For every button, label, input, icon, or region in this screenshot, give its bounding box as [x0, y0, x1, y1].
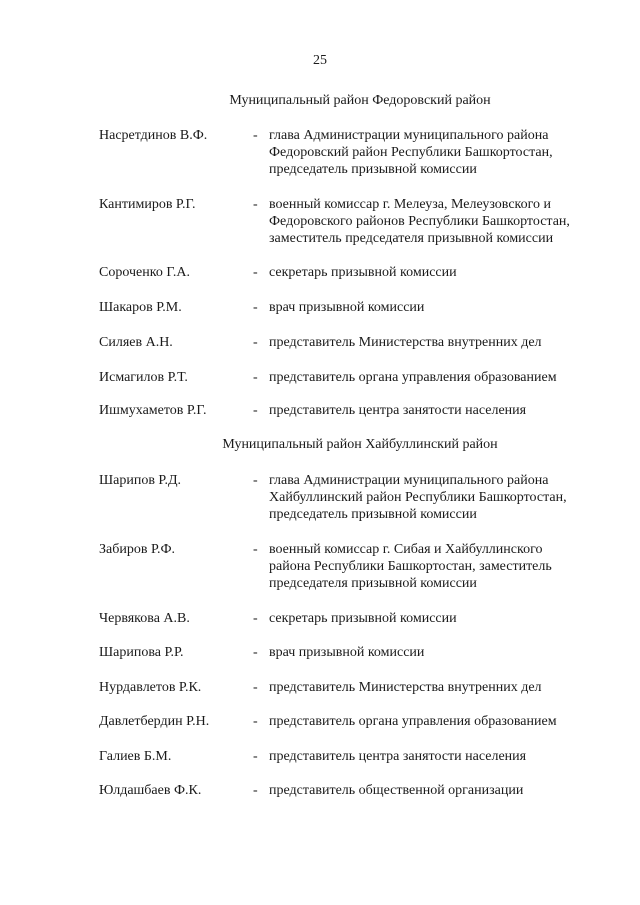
role-line: председателя призывной комиссии: [269, 576, 477, 591]
role-line: врач призывной комиссии: [269, 645, 425, 660]
member-name: Забиров Р.Ф.: [99, 542, 176, 557]
member-role: [269, 472, 614, 523]
role-line: представитель центра занятости населения: [269, 403, 527, 418]
member-name: Нурдавлетов Р.К.: [99, 680, 202, 695]
dash-separator: -: [253, 749, 258, 764]
dash-separator: -: [253, 128, 258, 143]
role-line: представитель органа управления образованием: [269, 714, 557, 729]
dash-separator: -: [253, 370, 258, 385]
dash-separator: -: [253, 783, 258, 798]
dash-separator: -: [253, 335, 258, 350]
member-name: Кантимиров Р.Г.: [99, 197, 196, 212]
member-role: [269, 782, 614, 799]
dash-separator: -: [253, 611, 258, 626]
role-line: заместитель председателя призывной комиссии: [269, 231, 554, 246]
dash-separator: -: [253, 265, 258, 280]
role-line: района Республики Башкортостан, заместитель: [269, 559, 552, 574]
dash-separator: -: [253, 473, 258, 488]
member-role: [269, 369, 614, 386]
dash-separator: -: [253, 542, 258, 557]
role-line: представитель общественной организации: [269, 783, 524, 798]
member-name: Сороченко Г.А.: [99, 265, 190, 280]
dash-separator: -: [253, 197, 258, 212]
member-name: Силяев А.Н.: [99, 335, 173, 350]
role-line: врач призывной комиссии: [269, 300, 425, 315]
member-name: Насретдинов В.Ф.: [99, 128, 208, 143]
page-number: 25: [313, 53, 327, 68]
role-line: Хайбуллинский район Республики Башкортостан,: [269, 490, 567, 505]
member-role: [269, 196, 614, 247]
member-role: [269, 299, 614, 316]
member-role: [269, 127, 614, 178]
role-line: представитель органа управления образованием: [269, 370, 557, 385]
dash-separator: -: [253, 300, 258, 315]
member-role: [269, 610, 614, 627]
role-line: секретарь призывной комиссии: [269, 611, 457, 626]
role-line: Федоровский район Республики Башкортостан,: [269, 145, 553, 160]
dash-separator: -: [253, 680, 258, 695]
role-line: представитель Министерства внутренних дел: [269, 680, 542, 695]
role-line: представитель Министерства внутренних дел: [269, 335, 542, 350]
member-name: Ишмухаметов Р.Г.: [99, 403, 207, 418]
member-role: [269, 541, 614, 592]
member-role: [269, 644, 614, 661]
member-role: [269, 679, 614, 696]
role-line: председатель призывной комиссии: [269, 162, 477, 177]
member-role: [269, 402, 614, 419]
section-title: Муниципальный район Федоровский район: [229, 93, 491, 108]
member-name: Галиев Б.М.: [99, 749, 172, 764]
section-title: Муниципальный район Хайбуллинский район: [222, 437, 498, 452]
member-role: [269, 334, 614, 351]
dash-separator: -: [253, 714, 258, 729]
member-role: [269, 748, 614, 765]
member-name: Исмагилов Р.Т.: [99, 370, 188, 385]
role-line: военный комиссар г. Сибая и Хайбуллинского: [269, 542, 543, 557]
dash-separator: -: [253, 645, 258, 660]
member-name: Шарипова Р.Р.: [99, 645, 184, 660]
role-line: председатель призывной комиссии: [269, 507, 477, 522]
role-line: Федоровского районов Республики Башкортостан,: [269, 214, 570, 229]
role-line: военный комиссар г. Мелеуза, Мелеузовского и: [269, 197, 552, 212]
role-line: глава Администрации муниципального района: [269, 473, 549, 488]
member-name: Шарипов Р.Д.: [99, 473, 182, 488]
member-name: Юлдашбаев Ф.К.: [99, 783, 202, 798]
member-role: [269, 264, 614, 281]
role-line: секретарь призывной комиссии: [269, 265, 457, 280]
member-name: Шакаров Р.М.: [99, 300, 182, 315]
member-name: Давлетбердин Р.Н.: [99, 714, 210, 729]
member-role: [269, 713, 614, 730]
role-line: представитель центра занятости населения: [269, 749, 527, 764]
member-name: Червякова А.В.: [99, 611, 190, 626]
role-line: глава Администрации муниципального района: [269, 128, 549, 143]
dash-separator: -: [253, 403, 258, 418]
